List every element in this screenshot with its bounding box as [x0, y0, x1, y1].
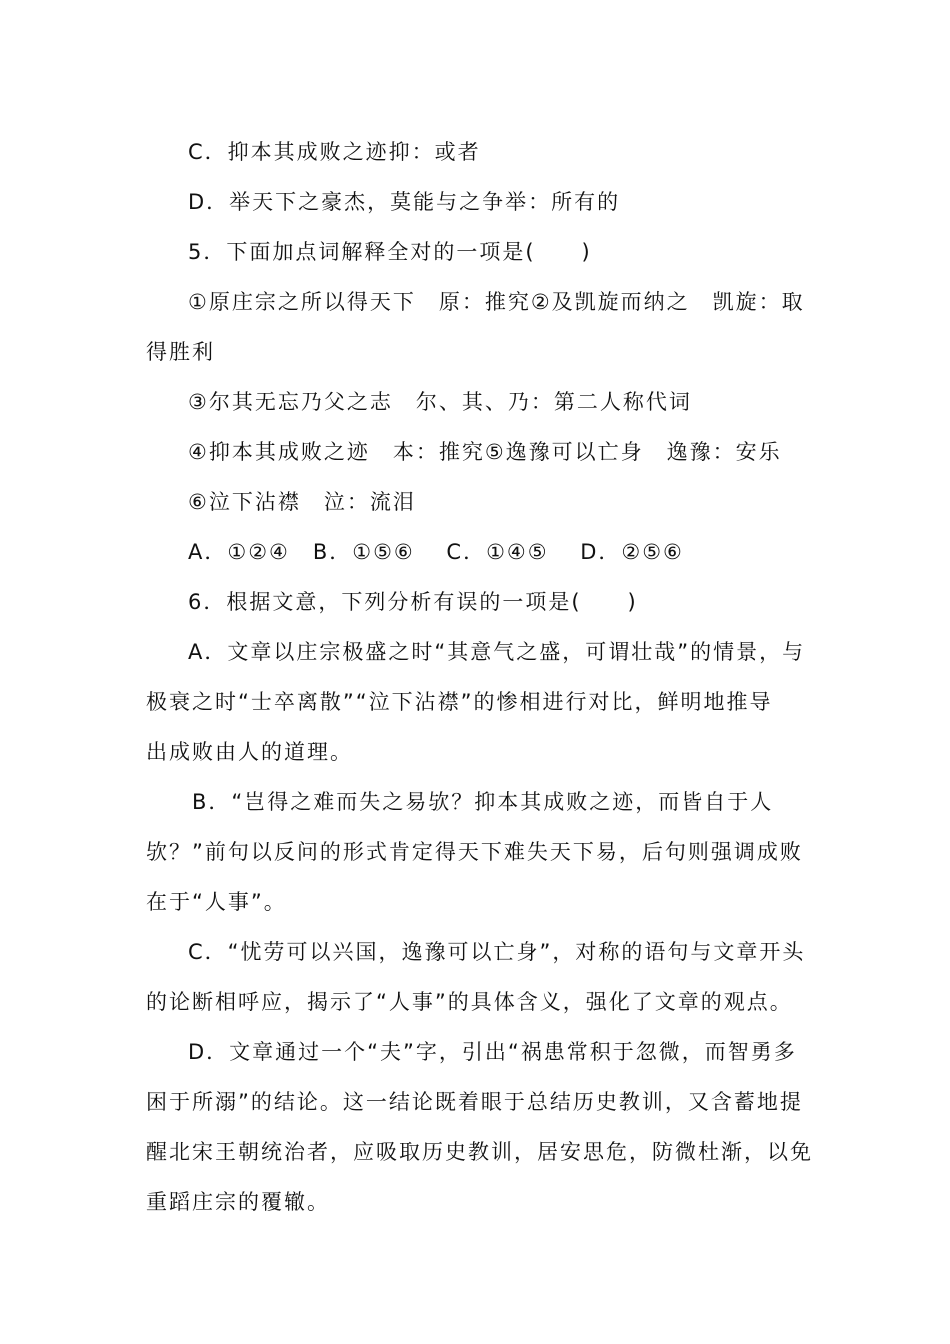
question-6-option-a: A．文章以庄宗极盛之时“其意气之盛，可谓壮哉”的情景，与 [188, 640, 806, 664]
option-d-line: D．举天下之豪杰，莫能与之争举：所有的 [188, 190, 621, 214]
option-c-line: C．抑本其成败之迹抑：或者 [188, 140, 481, 164]
question-6-option-c: C．“忧劳可以兴国，逸豫可以亡身”，对称的语句与文章开头 [188, 940, 806, 964]
question-5-item-4-5: ④抑本其成败之迹 本：推究⑤逸豫可以亡身 逸豫：安乐 [188, 440, 782, 464]
question-6-option-a-cont-1: 极衰之时“士卒离散”“泣下沾襟”的惨相进行对比，鲜明地推导 [146, 690, 773, 714]
question-5-stem: 5．下面加点词解释全对的一项是( ) [188, 240, 592, 264]
question-6-option-a-cont-2: 出成败由人的道理。 [146, 740, 353, 764]
question-5-item-2-cont: 得胜利 [146, 340, 215, 364]
question-5-choices: A．①②④ B．①⑤⑥ C．①④⑤ D．②⑤⑥ [188, 540, 684, 564]
question-6-option-b: B．“岂得之难而失之易欤？抑本其成败之迹，而皆自于人 [192, 790, 774, 814]
question-6-option-b-cont-2: 在于“人事”。 [146, 890, 287, 914]
question-6-option-d-cont-3: 重蹈庄宗的覆辙。 [146, 1190, 330, 1214]
document-body [146, 131, 813, 1231]
question-5-item-1-2: ①原庄宗之所以得天下 原：推究②及凯旋而纳之 凯旋：取 [188, 290, 805, 314]
question-6-stem: 6．根据文意，下列分析有误的一项是( ) [188, 590, 638, 614]
question-6-option-d-cont-2: 醒北宋王朝统治者，应吸取历史教训，居安思危，防微杜渐，以免 [146, 1140, 813, 1164]
question-6-option-b-cont-1: 欤？”前句以反问的形式肯定得天下难失天下易，后句则强调成败 [146, 840, 803, 864]
question-5-item-6: ⑥泣下沾襟 泣：流泪 [188, 490, 416, 514]
question-6-option-d: D．文章通过一个“夫”字，引出“祸患常积于忽微，而智勇多 [188, 1040, 797, 1064]
question-6-option-d-cont-1: 困于所溺”的结论。这一结论既着眼于总结历史教训，又含蓄地提 [146, 1090, 803, 1114]
question-6-option-c-cont: 的论断相呼应，揭示了“人事”的具体含义，强化了文章的观点。 [146, 990, 793, 1014]
question-5-item-3: ③尔其无忘乃父之志 尔、其、乃：第二人称代词 [188, 390, 692, 414]
